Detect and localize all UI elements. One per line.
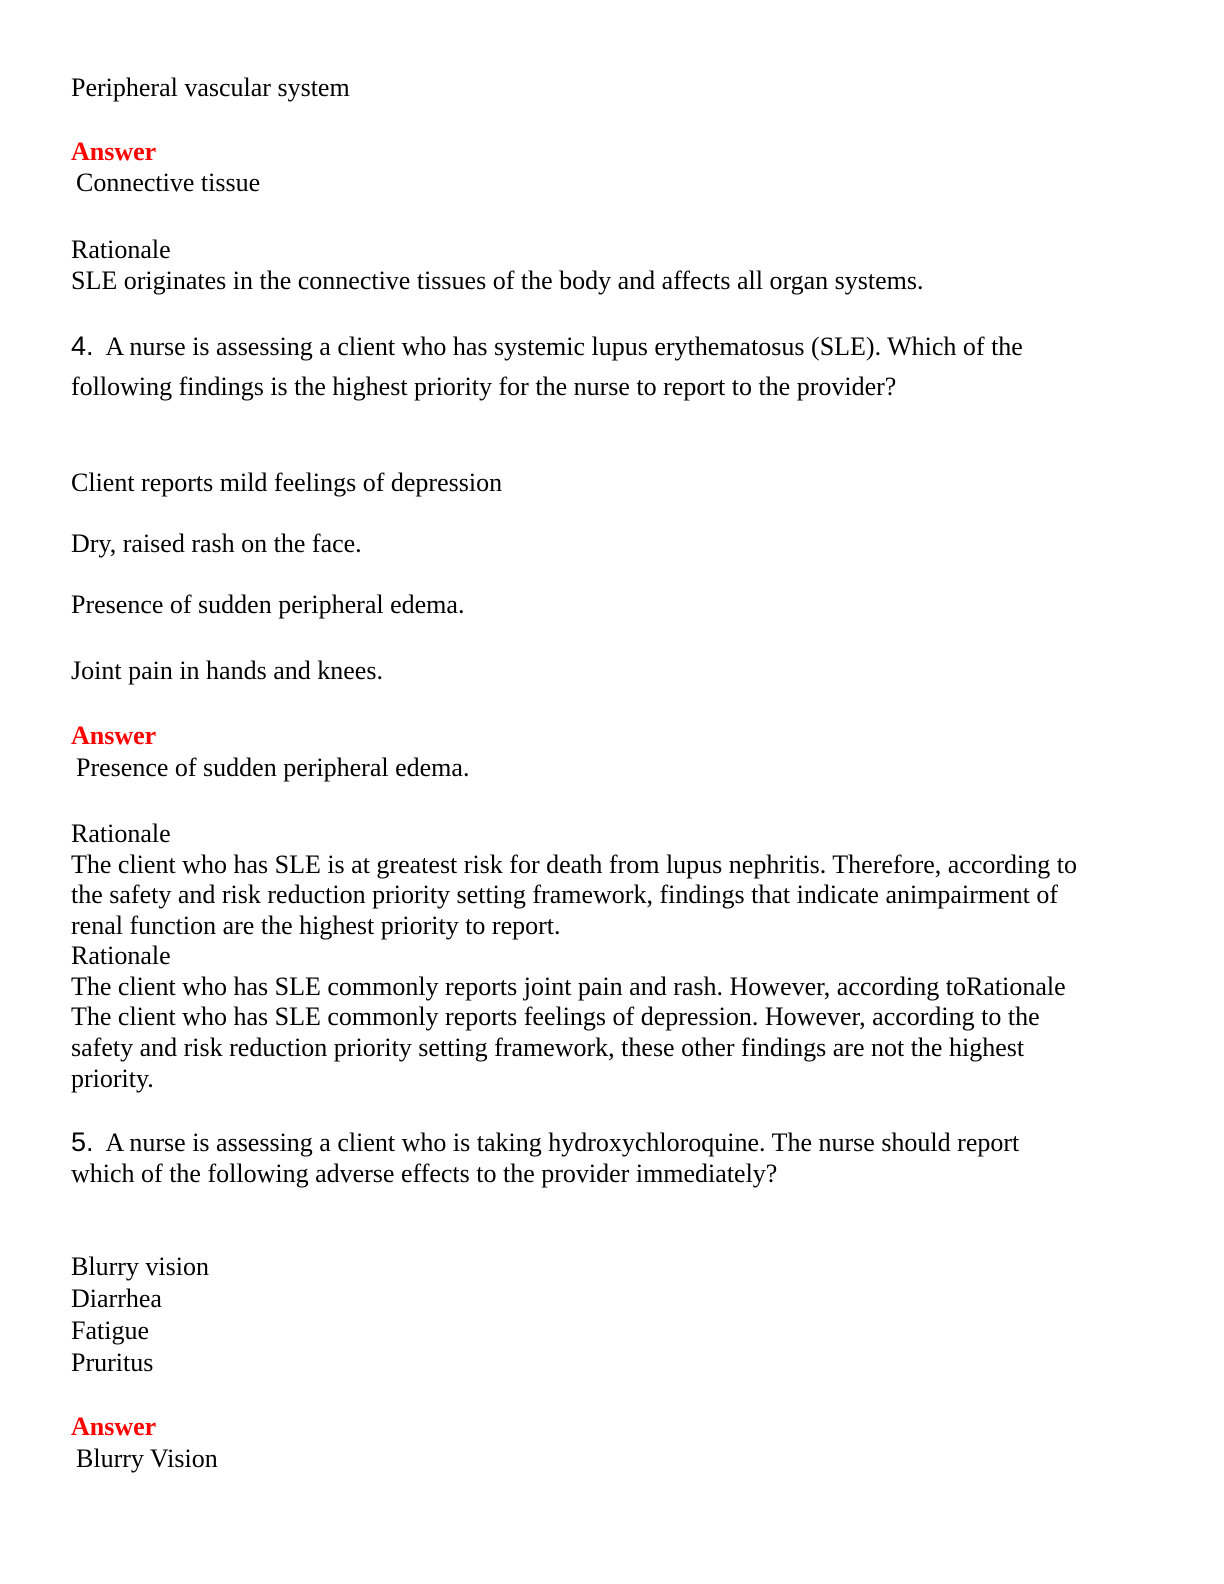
answer-label: Answer bbox=[71, 1412, 157, 1441]
question-5-line-1 bbox=[71, 1127, 1019, 1158]
rationale-text: SLE originates in the connective tissues of the body and affects all organ systems. bbox=[71, 266, 924, 295]
question-number: 5. bbox=[71, 1127, 94, 1157]
rationale-label: Rationale bbox=[71, 819, 171, 848]
rationale-label: Rationale bbox=[71, 235, 171, 264]
option-text: Joint pain in hands and knees. bbox=[71, 656, 383, 685]
answer-text: Blurry Vision bbox=[76, 1444, 218, 1473]
answer-text: Presence of sudden peripheral edema. bbox=[76, 753, 470, 782]
rationale-text: the safety and risk reduction priority setting framework, findings that indicate animpairment of bbox=[71, 880, 1058, 909]
rationale-text: renal function are the highest priority to report. bbox=[71, 911, 561, 940]
rationale-text: The client who has SLE is at greatest risk for death from lupus nephritis. Therefore, according to bbox=[71, 850, 1078, 879]
question-text: which of the following adverse effects to the provider immediately? bbox=[71, 1159, 778, 1188]
question-number: 4. bbox=[71, 331, 94, 361]
rationale-text: safety and risk reduction priority setting framework, these other findings are not the highest bbox=[71, 1033, 1025, 1062]
option-text: Blurry vision bbox=[71, 1252, 209, 1281]
answer-label: Answer bbox=[71, 137, 157, 166]
question-4-line-1 bbox=[71, 331, 1023, 362]
rationale-label: Rationale bbox=[71, 941, 171, 970]
option-text: Fatigue bbox=[71, 1316, 149, 1345]
option-text: Peripheral vascular system bbox=[71, 73, 350, 102]
option-text: Presence of sudden peripheral edema. bbox=[71, 590, 465, 619]
option-text: Dry, raised rash on the face. bbox=[71, 529, 362, 558]
rationale-text: priority. bbox=[71, 1064, 154, 1093]
option-text: Client reports mild feelings of depression bbox=[71, 468, 503, 497]
answer-label: Answer bbox=[71, 721, 157, 750]
question-text: A nurse is assessing a client who has systemic lupus erythematosus (SLE). Which of the bbox=[105, 332, 1023, 361]
option-text: Diarrhea bbox=[71, 1284, 162, 1313]
question-text: following findings is the highest priority for the nurse to report to the provider? bbox=[71, 372, 897, 401]
rationale-text: The client who has SLE commonly reports joint pain and rash. However, according toRationale bbox=[71, 972, 1066, 1001]
answer-text: Connective tissue bbox=[76, 168, 261, 197]
option-text: Pruritus bbox=[71, 1348, 154, 1377]
rationale-text: The client who has SLE commonly reports feelings of depression. However, according to the bbox=[71, 1002, 1040, 1031]
question-text: A nurse is assessing a client who is taking hydroxychloroquine. The nurse should report bbox=[105, 1128, 1020, 1157]
